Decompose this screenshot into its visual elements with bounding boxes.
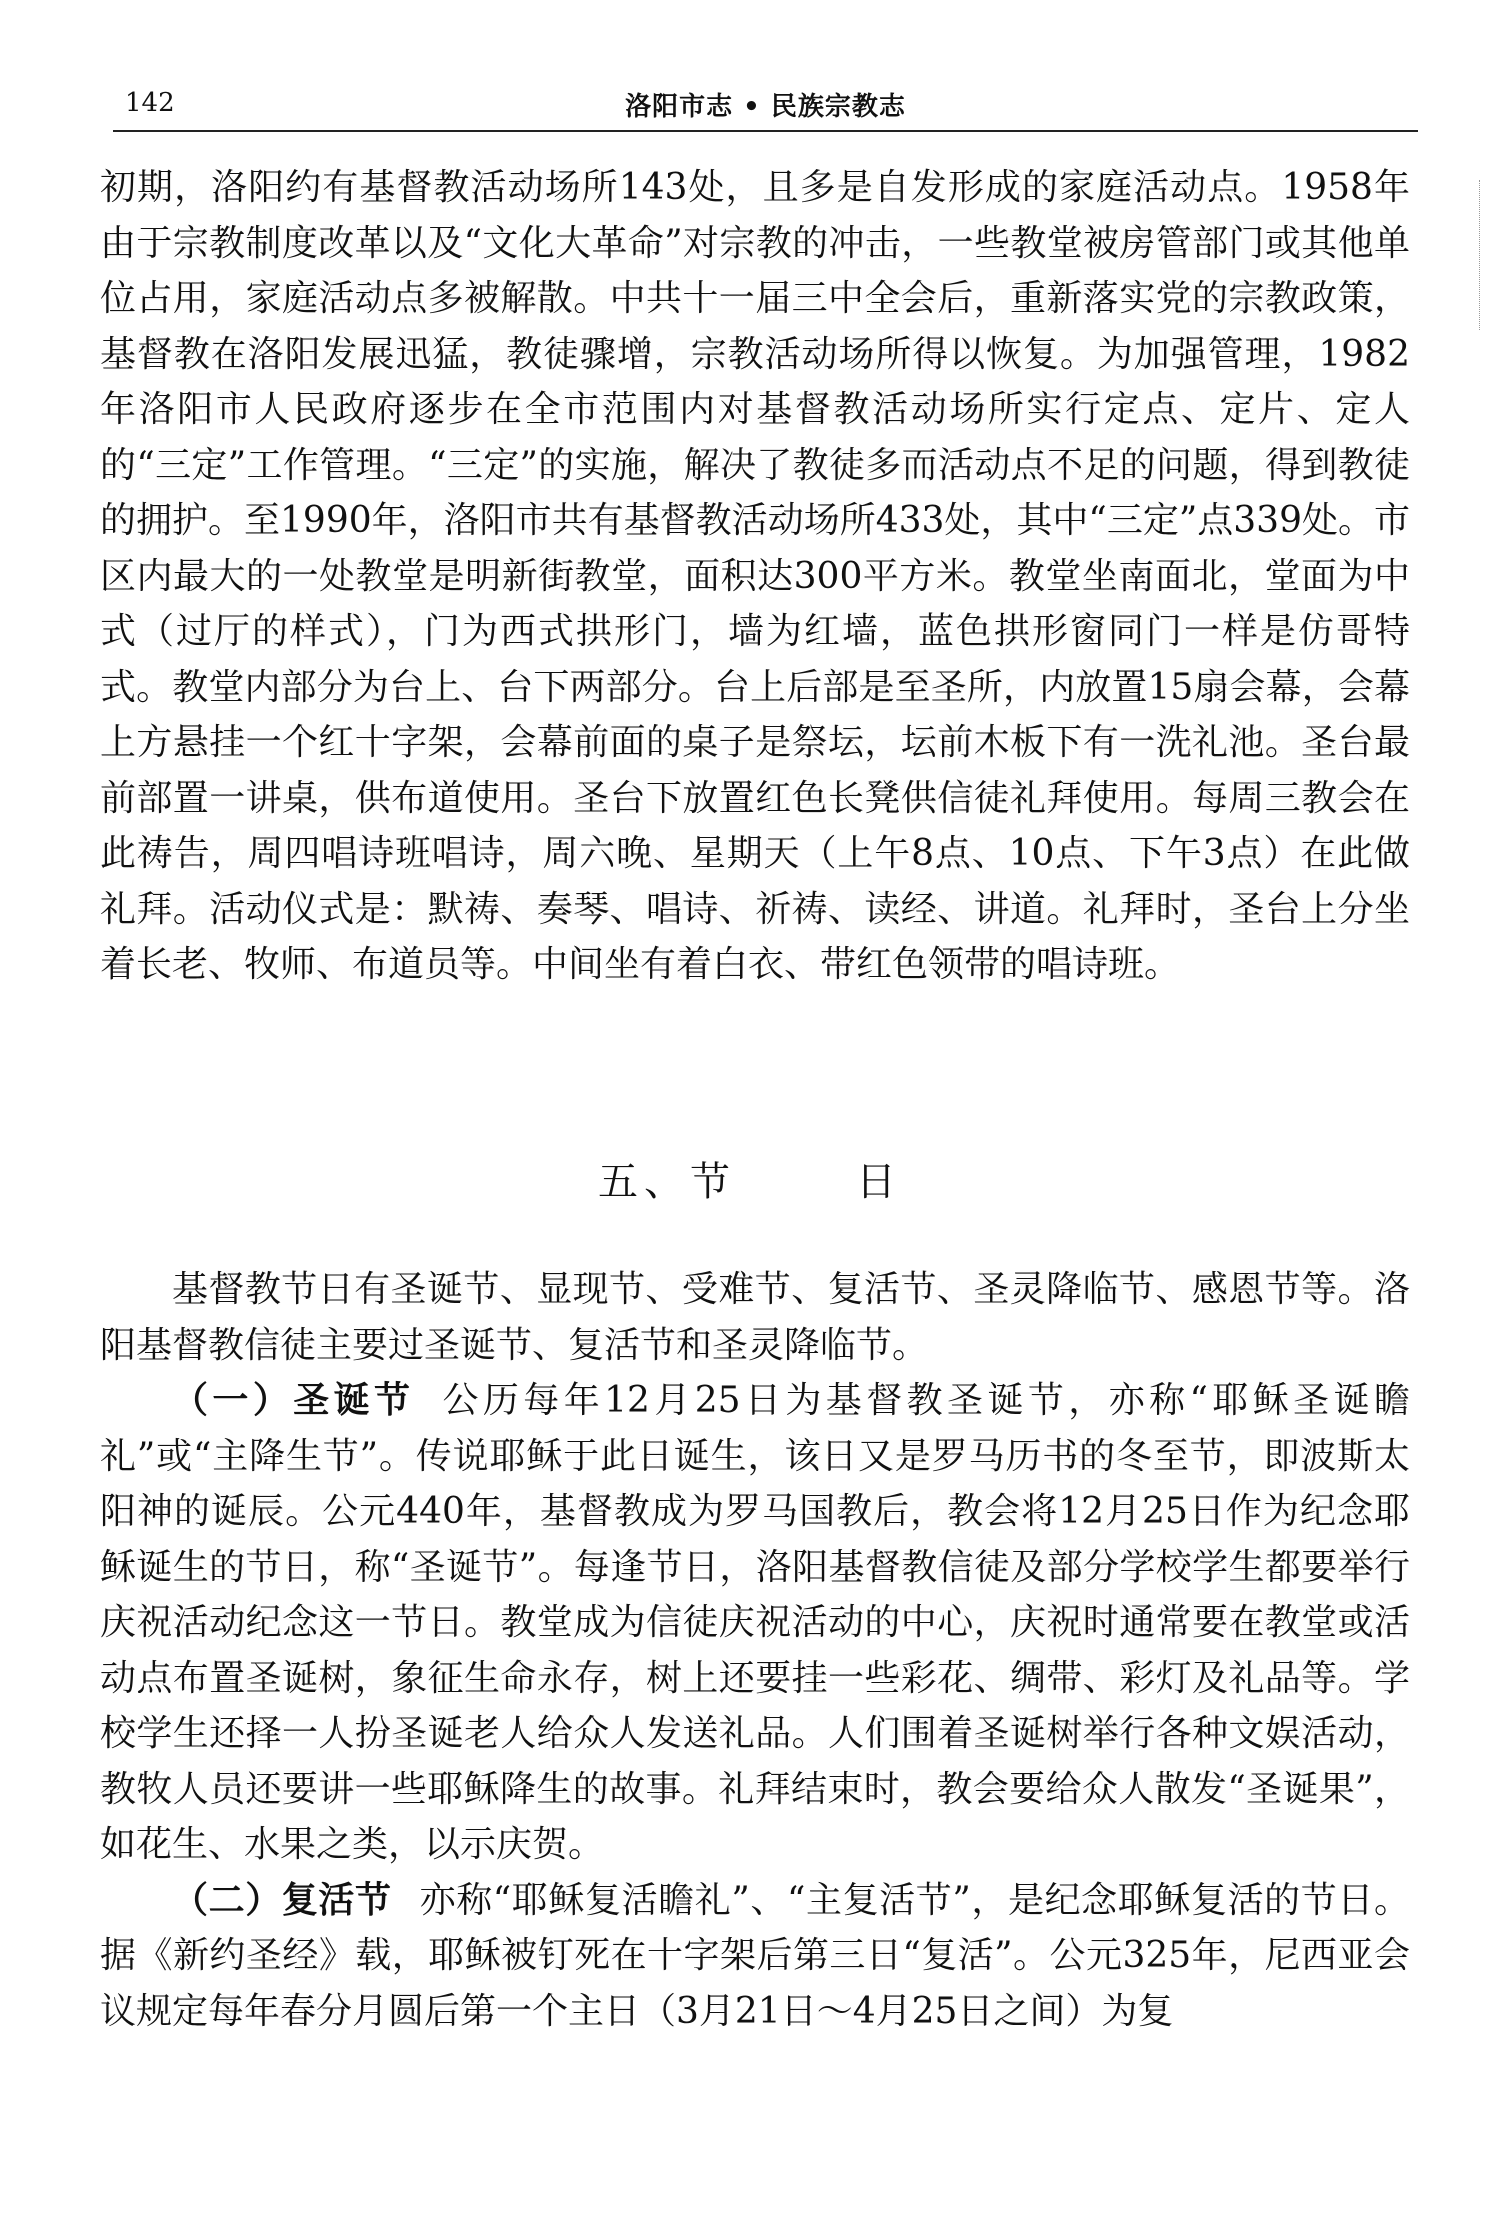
easter-text: 亦称“耶稣复活瞻礼”、“主复活节”，是纪念耶稣复活的节日。据《新约圣经》载，耶稣被钉死在十字架后第三日“复活”。公元325年，尼西亚会议规定每年春分月圆后第一个主日（3月21日～4月25日之间）为复 (100, 1879, 1410, 2032)
christmas-text: 公历每年12月25日为基督教圣诞节，亦称“耶稣圣诞瞻礼”或“主降生节”。传说耶稣于此日诞生，该日又是罗马历书的冬至节，即波斯太阳神的诞辰。公元440年，基督教成为罗马国教后，教会将12月25日作为纪念耶稣诞生的节日，称“圣诞节”。每逢节日，洛阳基督教信徒及部分学校学生都要举行庆祝活动纪念这一节日。教堂成为信徒庆祝活动的中心，庆祝时通常要在教堂或活动点布置圣诞树，象征生命永存，树上还要挂一些彩花、绸带、彩灯及礼品等。学校学生还择一人扮圣诞老人给众人发送礼品。人们围着圣诞树举行各种文娱活动，教牧人员还要讲一些耶稣降生的故事。礼拜结束时，教会要给众人散发“圣诞果”，如花生、水果之类，以示庆贺。 (100, 1380, 1410, 1865)
paragraph-easter (100, 1873, 1410, 2040)
running-head: 洛阳市志 • 民族宗教志 (625, 92, 906, 122)
paragraph-christmas (100, 1373, 1410, 1873)
page-number: 142 (125, 88, 175, 118)
paragraph: 初期，洛阳约有基督教活动场所143处，且多是自发形成的家庭活动点。1958年由于宗教制度改革以及“文化大革命”对宗教的冲击，一些教堂被房管部门或其他单位占用，家庭活动点多被解散。中共十一届三中全会后，重新落实党的宗教政策，基督教在洛阳发展迅猛，教徒骤增，宗教活动场所得以恢复。为加强管理，1982年洛阳市人民政府逐步在全市范围内对基督教活动场所实行定点、定片、定人的“三定”工作管理。“三定”的实施，解决了教徒多而活动点不足的问题，得到教徒的拥护。至1990年，洛阳市共有基督教活动场所433处，其中“三定”点339处。市区内最大的一处教堂是明新街教堂，面积达300平方米。教堂坐南面北，堂面为中式（过厅的样式），门为西式拱形门，墙为红墙，蓝色拱形窗同门一样是仿哥特式。教堂内部分为台上、台下两部分。台上后部是至圣所，内放置15扇会幕，会幕上方悬挂一个红十字架，会幕前面的桌子是祭坛，坛前木板下有一洗礼池。圣台最前部置一讲桌，供布道使用。圣台下放置红色长凳供信徒礼拜使用。每周三教会在此祷告，周四唱诗班唱诗，周六晚、星期天（上午8点、10点、下午3点）在此做礼拜。活动仪式是：默祷、奏琴、唱诗、祈祷、读经、讲道。礼拜时，圣台上分坐着长老、牧师、布道员等。中间坐有着白衣、带红色领带的唱诗班。 (100, 167, 1410, 985)
section-heading-left: 五、节 (598, 1159, 736, 1205)
body-text-bottom (100, 1262, 1410, 2039)
margin-mark (1479, 180, 1488, 330)
section-heading-right: 日 (856, 1159, 902, 1205)
christmas-title: （一）圣诞节 (172, 1380, 415, 1421)
section-heading (0, 1150, 1500, 1207)
easter-title: （二）复活节 (172, 1879, 392, 1921)
paragraph-intro: 基督教节日有圣诞节、显现节、受难节、复活节、圣灵降临节、感恩节等。洛阳基督教信徒主要过圣诞节、复活节和圣灵降临节。 (100, 1269, 1410, 1366)
page-header (113, 78, 1418, 132)
body-text-top (100, 160, 1410, 993)
